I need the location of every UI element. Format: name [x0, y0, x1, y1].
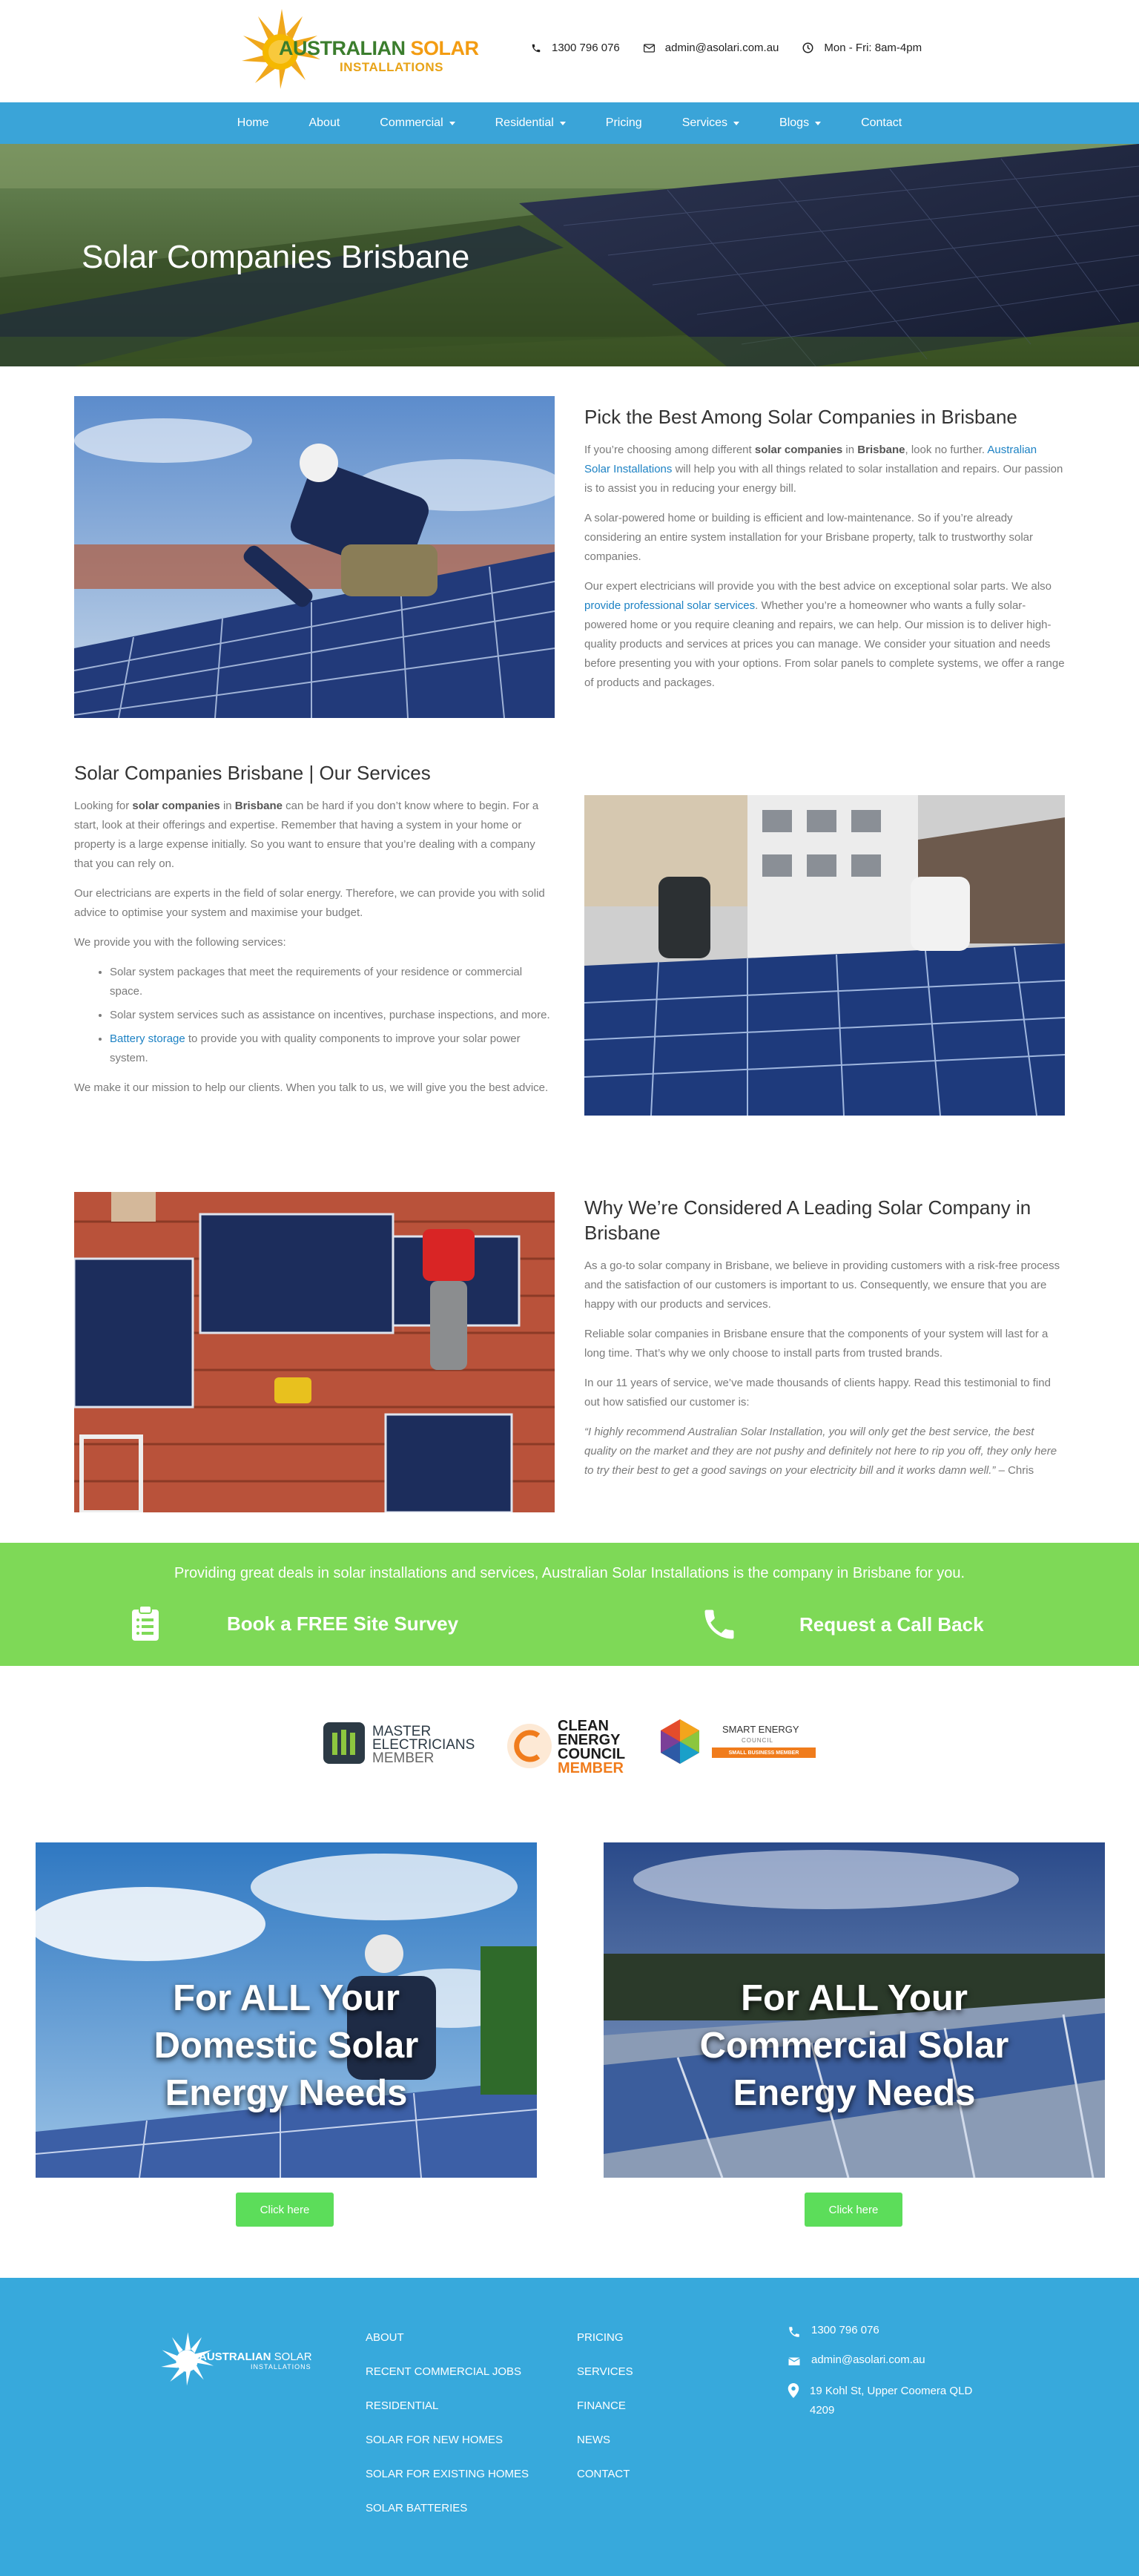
footer-link-solar-new-homes[interactable]: SOLAR FOR NEW HOMES [366, 2434, 504, 2446]
footer-link-pricing[interactable]: PRICING [577, 2331, 624, 2344]
request-callback-button[interactable]: Request a Call Back [700, 1605, 984, 1644]
link-battery-storage[interactable]: Battery storage [110, 1032, 185, 1045]
footer-link-recent-commercial-jobs[interactable]: RECENT COMMERCIAL JOBS [366, 2365, 522, 2378]
footer-link-residential[interactable]: RESIDENTIAL [366, 2399, 439, 2412]
section-heading: Pick the Best Among Solar Companies in Brisbane [584, 406, 1017, 428]
nav-home[interactable]: Home [237, 116, 269, 129]
paragraph: As a go-to solar company in Brisbane, we believe in providing customers with a risk-free process and the satisfaction of our customers is important to us. Consequently, we ensure that you are happy with our products and services. [584, 1259, 1060, 1311]
footer-address: 19 Kohl St, Upper Coomera QLD 4209 [788, 2382, 988, 2420]
header-hours: Mon - Fri: 8am-4pm [802, 42, 922, 54]
master-electricians-logo-icon [323, 1722, 365, 1764]
paragraph: We make it our mission to help our clients. When you talk to us, we will give you the best advice. [74, 1081, 549, 1094]
smart-energy-council-badge: SMART ENERGY COUNCIL SMALL BUSINESS MEMBER [658, 1718, 822, 1770]
nav-residential[interactable]: Residential [475, 116, 586, 130]
footer-links-col2 [577, 2331, 633, 2502]
footer-links-col1 [366, 2331, 529, 2536]
paragraph: If you’re choosing among different solar companies in Brisbane, look no further. Australian Solar Installations will help you with all things related to solar installation and repairs. Our passion is to assist you in reducing your energy bill. [584, 443, 1063, 495]
site-footer: AUSTRALIAN SOLAR INSTALLATIONS ABOUT RECENT COMMERCIAL JOBS RESIDENTIAL SOLAR FOR NEW HOMES SOLAR FOR EXISTING HOMES SOLAR BATTERIES PRICING SERVICES FINANCE NEWS CONTACT 1300 796 076 admin@asolari.com.au 19 Kohl St, Upper Coomera QLD 4209 [0, 2278, 1139, 2576]
link-australian-solar-installations[interactable]: Australian Solar Installations [584, 443, 1037, 475]
workers-on-roof-image [584, 795, 1065, 1116]
list-item: • Solar system packages that meet the requirements of your residence or commercial space. [110, 963, 555, 1001]
envelope-icon [644, 44, 655, 53]
worker-installing-panel-image [74, 396, 555, 718]
footer-link-news[interactable]: NEWS [577, 2434, 610, 2446]
footer-phone[interactable]: 1300 796 076 [788, 2324, 988, 2339]
paragraph: Our expert electricians will provide you with the best advice on exceptional solar parts. We also provide professional solar services. Whether you’re a homeowner who wants a fully solar-powered home or you require cleaning and repairs, we can help. Our mission is to deliver high-quality products and services at prices you can manage. We consider your situation and needs before presenting you with your options. From solar panels to complete systems, we offer a range of products and packages. [584, 579, 1065, 689]
cta-banner [0, 1543, 1139, 1666]
footer-contact-info [788, 2324, 988, 2435]
header-phone[interactable]: 1300 796 076 [531, 42, 620, 54]
nav-contact[interactable]: Contact [861, 116, 902, 129]
domestic-promo-card[interactable] [36, 1842, 537, 2178]
section-heading: Solar Companies Brisbane | Our Services [74, 762, 431, 784]
section-leading-company [584, 1196, 1065, 1480]
clean-energy-council-badge: CLEAN ENERGY COUNCIL MEMBER [506, 1713, 632, 1779]
page-title: Solar Companies Brisbane [82, 239, 470, 275]
chevron-down-icon [449, 122, 455, 125]
services-list [110, 963, 555, 1068]
master-electricians-badge: MASTER ELECTRICIANS MEMBER [323, 1722, 483, 1768]
smart-energy-hexagon-icon [658, 1718, 701, 1765]
footer-link-solar-existing-homes[interactable]: SOLAR FOR EXISTING HOMES [366, 2468, 529, 2480]
commercial-promo-text: For ALL Your Commercial Solar Energy Needs [699, 1978, 1009, 2113]
footer-email[interactable]: admin@asolari.com.au [788, 2353, 988, 2367]
phone-icon [700, 1605, 739, 1644]
nav-blogs[interactable]: Blogs [759, 116, 841, 130]
paragraph: Our electricians are experts in the field of solar energy. Therefore, we can provide you with solid advice to optimise your system and maximise your budget. [74, 886, 545, 919]
chevron-down-icon [733, 122, 739, 125]
nav-commercial[interactable]: Commercial [360, 116, 475, 130]
chevron-down-icon [560, 122, 566, 125]
domestic-promo-text: For ALL Your Domestic Solar Energy Needs [153, 1978, 419, 2113]
section-our-services [74, 761, 555, 1098]
envelope-icon [788, 2355, 801, 2367]
paragraph: In our 11 years of service, we’ve made thousands of clients happy. Read this testimonial to find out how satisfied our customer is: [584, 1376, 1051, 1409]
footer-link-contact[interactable]: CONTACT [577, 2468, 630, 2480]
clock-icon [802, 42, 813, 53]
header-email[interactable]: admin@asolari.com.au [644, 42, 779, 54]
site-logo[interactable] [236, 6, 479, 93]
nav-pricing[interactable]: Pricing [605, 116, 642, 129]
footer-link-about[interactable]: ABOUT [366, 2331, 404, 2344]
worker-red-shirt-roof-image [74, 1192, 555, 1512]
footer-link-solar-batteries[interactable]: SOLAR BATTERIES [366, 2502, 468, 2514]
header-contacts [531, 42, 945, 54]
membership-badges [319, 1713, 831, 1788]
link-professional-solar-services[interactable]: provide professional solar services [584, 599, 756, 612]
commercial-promo-card[interactable] [604, 1842, 1105, 2178]
list-item: • Solar system services such as assistance on incentives, purchase inspections, and more. [110, 1006, 555, 1025]
footer-link-services[interactable]: SERVICES [577, 2365, 633, 2378]
phone-icon [788, 2325, 801, 2339]
site-header [0, 0, 1139, 102]
paragraph: Looking for solar companies in Brisbane can be hard if you don’t know where to begin. For a start, look at their offerings and expertise. Remember that having a system in your home or property is a large expense initially. So you want to ensure that you’re dealing with a company that you can rely on. [74, 799, 539, 870]
section-heading: Why We’re Considered A Leading Solar Company in Brisbane [584, 1196, 1031, 1244]
section-pick-best [584, 405, 1065, 693]
nav-services[interactable]: Services [662, 116, 759, 130]
phone-icon [531, 43, 541, 53]
book-site-survey-button[interactable]: Book a FREE Site Survey [131, 1605, 458, 1642]
logo-wordmark: AUSTRALIAN SOLAR INSTALLATIONS [279, 37, 479, 74]
clipboard-icon [131, 1605, 160, 1642]
list-item: • Battery storage to provide you with quality components to improve your solar power system. [110, 1030, 555, 1068]
commercial-click-here-button[interactable]: Click here [805, 2193, 902, 2227]
hero-banner [0, 144, 1139, 366]
domestic-click-here-button[interactable]: Click here [236, 2193, 334, 2227]
paragraph: Reliable solar companies in Brisbane ensure that the components of your system will last for a long time. That’s why we only choose to install parts from trusted brands. [584, 1327, 1049, 1360]
location-pin-icon [788, 2383, 799, 2398]
chevron-down-icon [815, 122, 821, 125]
main-nav [0, 102, 1139, 144]
clean-energy-council-logo-icon [506, 1716, 552, 1777]
testimonial-quote: “I highly recommend Australian Solar Installation, you will only get the best service, the best quality on the market and they are not pushy and definitely not here to rip you off, they only here to try their best to get a good savings on your electricity bill and it works damn well.” – Chris [584, 1425, 1057, 1477]
paragraph: A solar-powered home or building is efficient and low-maintenance. So if you’re already considering an entire system installation for your Brisbane property, talk to trustworthy solar companies. [584, 511, 1033, 563]
banner-tagline: Providing great deals in solar installations and services, Australian Solar Installations is the company in Brisbane for you. [174, 1565, 965, 1581]
paragraph: We provide you with the following services: [74, 935, 286, 949]
nav-about[interactable]: About [308, 116, 340, 129]
footer-link-finance[interactable]: FINANCE [577, 2399, 626, 2412]
